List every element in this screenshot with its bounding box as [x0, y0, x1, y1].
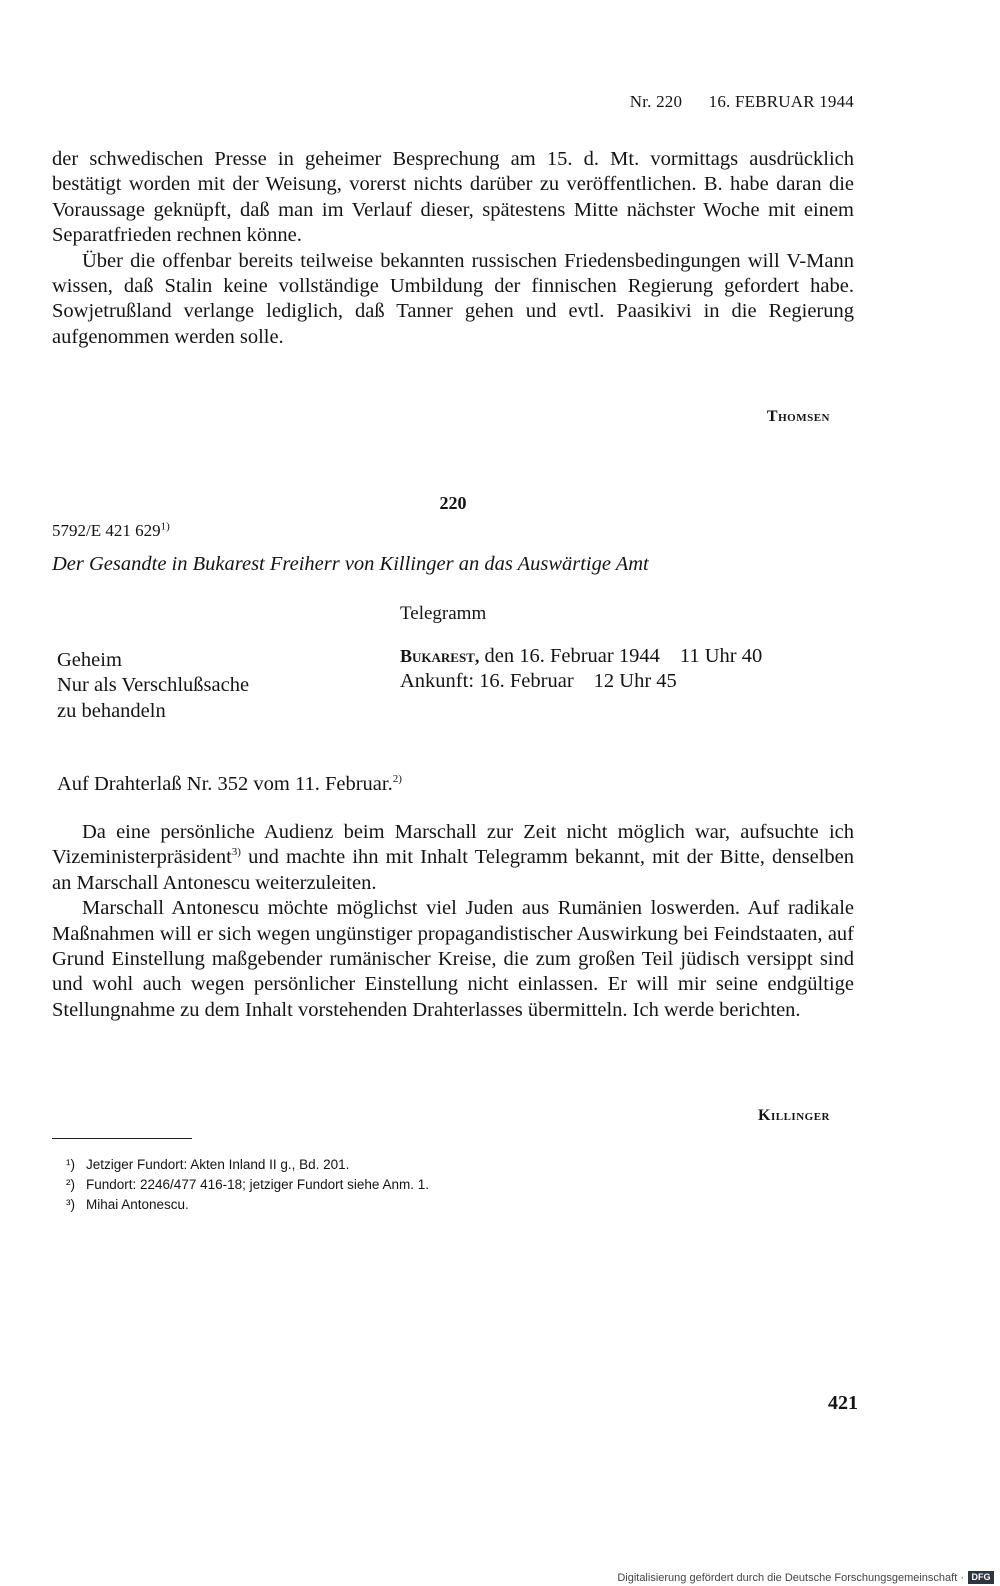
continuation-paragraph-2: Über die offenbar bereits teilweise bekannten russischen Friedensbedingungen will V-Mann wissen, daß Stalin keine vollständige Umbildung der finnischen Regierung gefordert habe. Sowjetrußland verlange lediglich, daß Tanner gehen und evtl. Paasikivi in die Regierung aufgenommen werden solle.	[52, 249, 854, 348]
telegram-paragraph-1-b: und machte ihn mit Inhalt Telegramm bekannt, mit der Bitte, denselben an Marschall Antonescu weiterzuleiten.	[52, 846, 854, 894]
digitization-credit: Digitalisierung gefördert durch die Deutsche Forschungsgemeinschaft ·	[617, 1572, 964, 1584]
reply-reference	[57, 773, 402, 796]
arrival-time: 12 Uhr 45	[593, 670, 677, 693]
footnote-3-text: Mihai Antonescu.	[86, 1197, 189, 1212]
reply-footnote-mark: 2)	[392, 773, 402, 786]
origin-place: Bukarest,	[400, 646, 480, 666]
document-reference	[52, 521, 170, 541]
footnote-2-text: Fundort: 2246/477 416-18; jetziger Fundort siehe Anm. 1.	[86, 1177, 429, 1192]
reference-footnote-mark: 1)	[160, 520, 170, 533]
telegram-paragraph-1	[52, 820, 854, 896]
document-type: Telegramm	[400, 603, 487, 624]
document-number: 220	[439, 493, 467, 513]
header-date: 16. FEBRUAR 1944	[708, 92, 854, 111]
footnotes	[66, 1155, 429, 1215]
telegram-footnote-mark: 3)	[231, 846, 241, 859]
telegram-body	[52, 820, 854, 1023]
arrival-line	[400, 669, 762, 694]
dispatch-info	[400, 644, 762, 695]
classification-line-2: Nur als Verschlußsache	[57, 674, 250, 697]
footnote-1-text: Jetziger Fundort: Akten Inland II g., Bd. 201.	[86, 1157, 350, 1172]
dfg-logo: DFG	[968, 1571, 994, 1584]
reply-reference-text: Auf Drahterlaß Nr. 352 vom 11. Februar.	[57, 773, 393, 795]
footnote-1-mark: ¹)	[66, 1157, 75, 1172]
footnote-1	[66, 1155, 429, 1175]
footnote-2-mark: ²)	[66, 1177, 75, 1192]
footnote-3	[66, 1195, 429, 1215]
running-header	[630, 92, 854, 112]
continuation-paragraph-1: der schwedischen Presse in geheimer Besprechung am 15. d. Mt. vormittags ausdrücklich bestätigt worden mit der Weisung, vorerst nichts darüber zu veröffentlichen. B. habe daran die Voraussage geknüpft, daß man im Verlauf dieser, spätestens Mitte nächster Woche mit einem Separatfrieden rechnen könne.	[52, 148, 854, 247]
reference-code: 5792/E 421 629	[52, 521, 161, 540]
document-title: Der Gesandte in Bukarest Freiherr von Killinger an das Auswärtige Amt	[52, 553, 649, 575]
classification-block	[57, 648, 249, 724]
arrival-label: Ankunft:	[400, 670, 475, 693]
telegram-paragraph-1-a: Da eine persönliche Audienz beim Marschall zur Zeit nicht möglich war, aufsuchte ich Vizeministerpräsident	[52, 821, 854, 869]
header-doc-number: Nr. 220	[629, 92, 683, 111]
origin-line	[400, 644, 762, 669]
signature-thomsen: Thomsen	[766, 408, 830, 425]
classification-line-1: Geheim	[57, 649, 122, 671]
classification-line-3: zu behandeln	[57, 699, 166, 722]
footnote-2	[66, 1175, 429, 1195]
origin-time: 11 Uhr 40	[679, 645, 763, 667]
footnote-3-mark: ³)	[66, 1197, 75, 1212]
origin-date: den 16. Februar 1944	[484, 645, 660, 667]
continuation-text	[52, 147, 854, 350]
footnote-divider	[52, 1138, 192, 1139]
signature-killinger: Killinger	[758, 1107, 830, 1124]
arrival-date: 16. Februar	[479, 670, 574, 693]
page-number: 421	[828, 1392, 858, 1414]
telegram-paragraph-2: Marschall Antonescu möchte möglichst viel Juden aus Rumänien loswerden. Auf radikale Maßnahmen will er sich wegen ungünstiger propagandistischer Auswirkung bei Feindstaaten, auf Grund Einstellung maßgebender rumänischer Kreise, die zum großen Teil jüdisch versippt sind und wohl auch wegen persönlicher Einstellung nicht einlassen. Er will mir seine endgültige Stellungnahme zu dem Inhalt vorstehenden Drahterlasses übermitteln. Ich werde berichten.	[52, 897, 854, 1021]
